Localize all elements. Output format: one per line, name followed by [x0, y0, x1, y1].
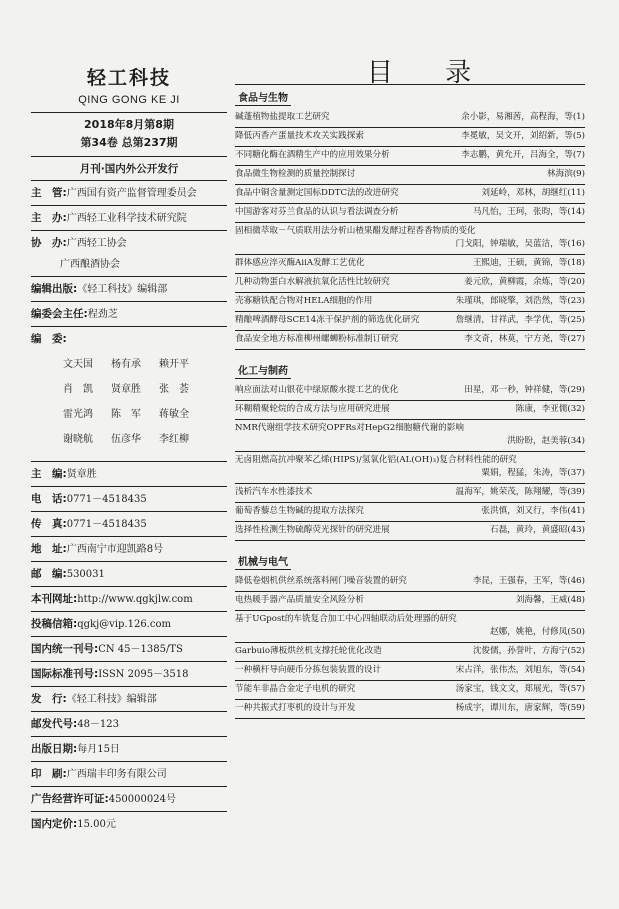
fax-row: 传 真:0771－4518435: [31, 512, 227, 537]
section-heading: 食品与生物: [235, 87, 291, 106]
toc-entry-title: Garbuio薄板烘丝机支撑托轮优化改造: [235, 646, 382, 656]
section-gap: [235, 541, 585, 549]
toc-entry[interactable]: [235, 128, 585, 147]
toc-entry-authors: 洪盼盼，赵美蓉(34): [507, 436, 585, 446]
chief-editor-row: 主 编:贤章胜: [31, 462, 227, 487]
toc-entry[interactable]: [235, 503, 585, 522]
toc-entry-authors: 汤家宝，钱文文，郑展光，等(57): [455, 684, 585, 694]
toc-body: [235, 85, 585, 719]
toc-entry-title: 群体感应淬灭酶AiiA发酵工艺优化: [235, 258, 365, 268]
toc-entry-title: 降低丙香产蛋量技术攻关实践探索: [235, 131, 364, 141]
toc-entry-title: 浅析汽车水性漆技术: [235, 487, 313, 497]
toc-entry[interactable]: [235, 255, 585, 274]
toc-entry-authors: 张洪慎，刘又行，李伟(41): [481, 506, 585, 516]
toc-entry-title: 无卤阻燃高抗冲聚苯乙烯(HIPS)/氢氧化铝(AL(OH)₃)复合材料性能的研究: [235, 455, 517, 465]
toc-entry-authors: 粟娟，程猛，朱涛，等(37): [481, 468, 585, 478]
toc-entry-title: 碱蓬植物盐提取工艺研究: [235, 112, 330, 122]
section-heading: 化工与制药: [235, 360, 291, 379]
toc-entry-title: 一种横杆导向硬币分拣包装装置的设计: [235, 665, 382, 675]
printer-row: 印 刷:广西瑞丰印务有限公司: [31, 762, 227, 787]
section-gap: [235, 350, 585, 358]
toc-entry[interactable]: [235, 331, 585, 350]
toc-entry-title: 选择性检测生物硫醇荧光探针的研究进展: [235, 525, 390, 535]
editor-office-row: 编辑出版:《轻工科技》编辑部: [31, 277, 227, 302]
toc-entry[interactable]: [235, 452, 585, 484]
cn-number-row: 国内统一刊号:CN 45－1385/TS: [31, 637, 227, 662]
toc-entry-authors: 田星，邓一秒，钟祥健，等(29): [464, 385, 585, 395]
toc-entry-authors: 姜元欣，黄柳霞，余炼，等(20): [464, 277, 585, 287]
sponsor-row: 主 办:广西轻工业科学技术研究院: [31, 206, 227, 231]
toc-entry[interactable]: [235, 147, 585, 166]
toc-entry-authors: 马凡怡，王珂，张昀，等(14): [472, 207, 585, 217]
postal-code-row: 邮发代号:48－123: [31, 712, 227, 737]
toc-entry[interactable]: [235, 204, 585, 223]
toc-entry[interactable]: [235, 274, 585, 293]
toc-entry-authors: 陈康，李亚儒(32): [515, 404, 585, 414]
distribution-row: 发 行:《轻工科技》编辑部: [31, 687, 227, 712]
toc-entry-title: 环糊精聚轮烷的合成方法与应用研究进展: [235, 404, 390, 414]
toc-entry-title: 降低卷烟机供丝系统落料闸门噪音装置的研究: [235, 576, 407, 586]
toc-entry-title: 食品微生物检测的质量控制探讨: [235, 169, 356, 179]
toc-entry-title: 电热暖手器产品质量安全风险分析: [235, 595, 364, 605]
toc-entry-title: 基于UGpost的车铣复合加工中心四轴联动后处理器的研究: [235, 614, 457, 624]
toc-entry-title: 中国游客对芬兰食品的认识与看法调查分析: [235, 207, 399, 217]
toc-entry-title: 响应面法对山银花中绿原酸水提工艺的优化: [235, 385, 399, 395]
colophon-panel: [31, 55, 227, 836]
publication-frequency: 月刊·国内外公开发行: [31, 156, 227, 176]
pub-date-row: 出版日期:每月15日: [31, 737, 227, 762]
issue-date: 2018年8月第8期: [31, 112, 227, 132]
toc-entry-title: 食品中铜含量测定国标DDTC法的改进研究: [235, 188, 399, 198]
price-row: 国内定价:15.00元: [31, 818, 116, 830]
toc-entry-authors: 沈俊儒，孙誉叶，方海宁(52): [472, 646, 585, 656]
toc-entry[interactable]: [235, 681, 585, 700]
ad-license-row: 广告经营许可证:450000024号: [31, 787, 227, 812]
toc-entry[interactable]: [235, 382, 585, 401]
toc-entry[interactable]: [235, 522, 585, 541]
issn-row: 国际标准刊号:ISSN 2095－3518: [31, 662, 227, 687]
toc-entry-authors: 朱瑾琪，郎晓擎，刘浩然，等(23): [455, 296, 585, 306]
toc-entry-title: 壳寡糖铁配合物对HELA细胞的作用: [235, 296, 373, 306]
toc-entry-title: 节能车非晶合金定子电机的研究: [235, 684, 356, 694]
journal-title: 轻工科技: [86, 67, 171, 89]
toc-entry-title: 精酿啤酒酵母SCE14冻干保护剂的筛选优化研究: [235, 315, 420, 325]
toc-entry-title: 几种动物蛋白水解液抗氧化活性比较研究: [235, 277, 390, 287]
toc-entry[interactable]: [235, 662, 585, 681]
toc-entry-authors: 李志鹏，黄允开，吕海全，等(7): [461, 150, 585, 160]
phone-row: 电 话:0771－4518435: [31, 487, 227, 512]
toc-entry-authors: 李昆，王强春，王军，等(46): [472, 576, 585, 586]
section-heading: 机械与电气: [235, 551, 291, 570]
toc-entry-title: 一种共振式打枣机的设计与开发: [235, 703, 356, 713]
toc-entry-authors: 石磊，黄玲，黄盛昭(43): [490, 525, 585, 535]
toc-entry[interactable]: [235, 420, 585, 452]
toc-entry[interactable]: [235, 166, 585, 185]
toc-entry-title: 不同糖化酶在酒精生产中的应用效果分析: [235, 150, 390, 160]
toc-entry[interactable]: [235, 573, 585, 592]
toc-entry-authors: 李冕敏，吴文开，刘绍新，等(5): [461, 131, 585, 141]
toc-heading: 目 录: [366, 58, 494, 88]
volume-number: 第34卷 总第237期: [80, 136, 178, 149]
toc-entry[interactable]: [235, 592, 585, 611]
toc-entry[interactable]: [235, 611, 585, 643]
toc-entry-title: NMR代谢组学技术研究OPFRs对HepG2细胞糖代谢的影响: [235, 423, 464, 433]
co-sponsor-row: 协 办:广西轻工协会 广西酿酒协会: [31, 231, 227, 277]
editors-list: 文天国 杨有承 赖开平 肖 凯 贤章胜 张 荟 雷光鸿 陈 军 蒋敏全 谢晓航 伍彦华 李红柳: [63, 359, 189, 445]
toc-entry-authors: 王熙迪，王硕，黄锦，等(18): [472, 258, 585, 268]
email-link[interactable]: qgkj@vip.126.com: [77, 619, 171, 630]
toc-entry-authors: 杨成宇，谭川东，唐家辉，等(59): [455, 703, 585, 713]
toc-entry-authors: 门戈阳，钟瑞敏，吴蓝洁，等(16): [455, 239, 585, 249]
address-row: 地 址:广西南宁市迎凯路8号: [31, 537, 227, 562]
toc-entry[interactable]: [235, 700, 585, 719]
toc-entry-authors: 刘海馨，王威(48): [515, 595, 585, 605]
masthead: [31, 63, 227, 181]
toc-entry[interactable]: [235, 223, 585, 255]
toc-entry[interactable]: [235, 312, 585, 331]
email-row: 投稿信箱:qgkj@vip.126.com: [31, 612, 227, 637]
toc-entry[interactable]: [235, 185, 585, 204]
journal-pinyin: QING GONG KE JI: [78, 94, 180, 106]
toc-entry-authors: 刘延岭，邓林，胡继红(11): [481, 188, 585, 198]
supervisor-row: 主 管:广西国有资产监督管理委员会: [31, 181, 227, 206]
toc-entry[interactable]: [235, 293, 585, 312]
toc-entry[interactable]: [235, 484, 585, 503]
toc-entry-authors: 李文奇，林莫，宁方尧，等(27): [464, 334, 585, 344]
toc-entry-authors: 林海滨(9): [547, 169, 585, 179]
postcode-row: 邮 编:530031: [31, 562, 227, 587]
toc-entry-title: 固相微萃取－气质联用法分析山楂果醋发酵过程香香物质的变化: [235, 226, 476, 236]
toc-entry-title: 葡萄香藜总生物碱的提取方法探究: [235, 506, 364, 516]
toc-entry-authors: 宋占洋，张伟杰，刘旭东，等(54): [455, 665, 585, 675]
toc-entry-authors: 詹继清，甘祥武，李学优，等(25): [455, 315, 585, 325]
toc-entry[interactable]: [235, 109, 585, 128]
website-row: 本刊网址:http://www.qgkjlw.com: [31, 587, 227, 612]
toc-entry[interactable]: [235, 643, 585, 662]
toc-entry-authors: 赵娜，姚艳，付修凤(50): [490, 627, 585, 637]
toc-entry[interactable]: [235, 401, 585, 420]
editors-row: 编 委: 文天国 杨有承 赖开平 肖 凯 贤章胜 张 荟 雷光鸿 陈 军 蒋敏全 谢晓航 伍彦华 李红柳: [31, 327, 227, 462]
toc-entry-title: 食品安全地方标准柳州螺蛳粉标准制订研究: [235, 334, 399, 344]
toc-entry-authors: 温海军，姚荣茂，陈翔耀，等(39): [455, 487, 585, 497]
toc-entry-authors: 余小影，易湘茜，高程海，等(1): [461, 112, 585, 122]
website-link[interactable]: http://www.qgkjlw.com: [77, 594, 193, 605]
table-of-contents: [235, 52, 585, 719]
committee-chair-row: 编委会主任:程劲芝: [31, 302, 227, 327]
